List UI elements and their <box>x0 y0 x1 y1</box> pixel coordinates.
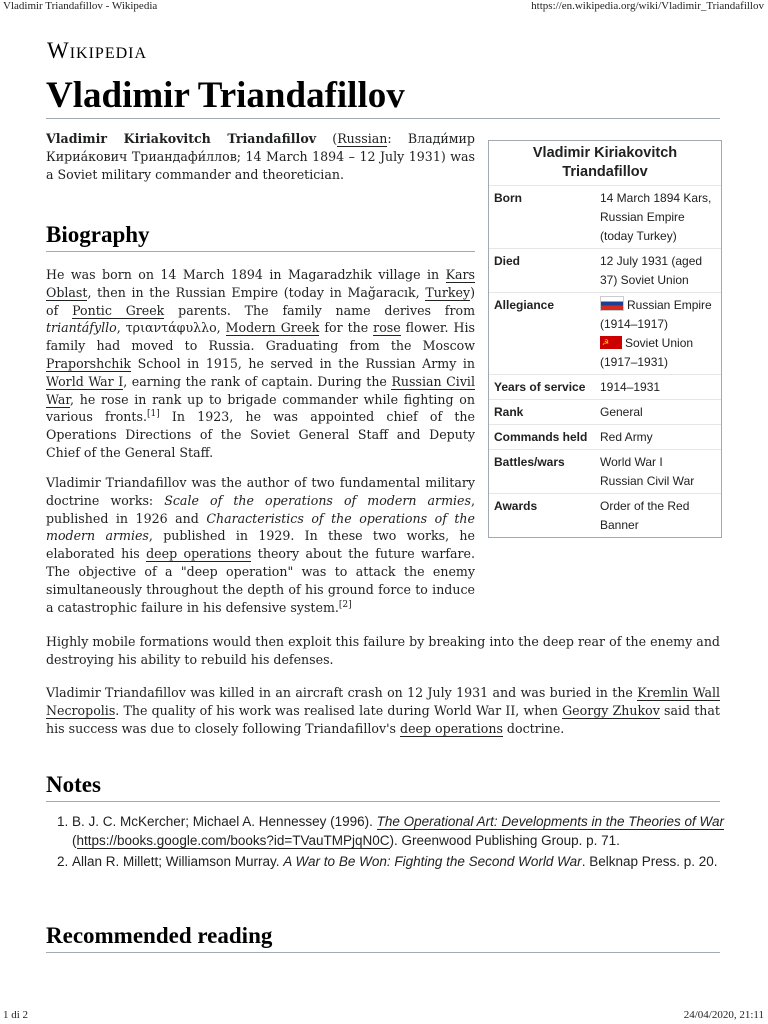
intro-paragraph: Vladimir Kiriakovitch Triandafillov (Russian: Влади́мир Кириа́кович Триандафи́ллов; 14 March 1894 – 12 July 1931) was a Soviet military commander and theoretician. <box>46 131 475 182</box>
infobox-value: Russian Empire (1914–1917) ☭Soviet Union (1917–1931) <box>595 293 721 375</box>
section-heading-recommended-reading: Recommended reading <box>46 923 273 948</box>
subject-name: Vladimir Kiriakovitch Triandafillov <box>46 131 317 146</box>
infobox-row-awards <box>489 494 721 538</box>
infobox-row-battles <box>489 450 721 494</box>
infobox-label: Awards <box>489 494 595 538</box>
infobox-label: Years of service <box>489 375 595 400</box>
page-title: Vladimir Triandafillov <box>46 75 405 116</box>
rose-link[interactable]: rose <box>373 320 401 336</box>
pontic-greek-link[interactable]: Pontic Greek <box>72 302 165 318</box>
soviet-union-flag-icon[interactable] <box>600 336 622 349</box>
book-title-2: Characteristics of the operations of the modern armies <box>46 510 475 544</box>
infobox-row-rank <box>489 400 721 425</box>
biography-paragraph-2a: Vladimir Triandafillov was the author of two fundamental military doctrine works: Scale of the operations of modern armies, published in 1926 and Characteristics of the operations of the modern armies, published in 1929. In these two works, he elaborated his deep operations theory about the future warfare. The objective of a "deep operation" was to attack the enemy simultaneously throughout the depth of his ground force to induce a catastrophic failure in his defensive system.[2] <box>46 475 475 615</box>
infobox-value: 14 March 1894 Kars, Russian Empire (today Turkey) <box>595 186 721 249</box>
infobox-label: Rank <box>489 400 595 425</box>
turkey-link[interactable]: Turkey <box>425 284 471 300</box>
battle-link[interactable]: World War I <box>600 455 663 469</box>
book-link[interactable]: The Operational Art: Developments in the Theories of War <box>376 814 725 829</box>
infobox-title: Vladimir Kiriakovitch Triandafillov <box>532 145 678 180</box>
biography-paragraph-1: He was born on 14 March 1894 in Magaradzhik village in Kars Oblast, then in the Russian Empire (today in Mağaracık, Turkey) of Pontic Greek parents. The family name derives from triantáfyllo, τριαντάφυλλο, Modern Greek for the rose flower. His family had moved to Russia. Graduating from the Moscow Praporshchik School in 1915, he served in the Russian Army in World War I, earning the rank of captain. During the Russian Civil War, he rose in rank up to brigade commander while fighting on various fronts.[1] In 1923, he was appointed chief of the Operations Directions of the Soviet General Staff and Deputy Chief of the General Staff. <box>46 267 476 460</box>
infobox-label: Battles/wars <box>489 450 595 494</box>
infobox-value[interactable]: General <box>595 400 721 425</box>
kremlin-wall-necropolis-link[interactable]: Kremlin Wall Necropolis <box>46 685 721 718</box>
reference-1[interactable]: [1] <box>146 409 160 420</box>
reference-2[interactable]: [2] <box>338 599 352 610</box>
infobox-row-service <box>489 375 721 400</box>
notes-list <box>46 813 748 875</box>
world-war-i-link[interactable]: World War I <box>46 373 124 389</box>
praporshchik-link[interactable]: Praporshchik <box>46 355 132 371</box>
infobox-table <box>489 185 721 537</box>
infobox-value <box>595 450 721 494</box>
infobox-label: Commands held <box>489 425 595 450</box>
external-url-link[interactable]: https://books.google.com/books?id=TVauTMPjqN0C <box>76 832 390 848</box>
infobox-row-allegiance <box>489 293 721 375</box>
wikipedia-wordmark[interactable]: Wikipedia <box>47 38 148 63</box>
section-divider <box>46 952 720 953</box>
infobox-value[interactable]: Order of the Red Banner <box>595 494 721 538</box>
book-title-1: Scale of the operations of modern armies <box>164 492 471 508</box>
infobox-label: Died <box>489 249 595 293</box>
infobox-value[interactable]: Red Army <box>595 425 721 450</box>
section-divider <box>46 251 475 252</box>
browser-page-title: Vladimir Triandafillov - Wikipedia <box>3 0 158 12</box>
modern-greek-link[interactable]: Modern Greek <box>225 320 320 336</box>
infobox-label: Allegiance <box>489 293 595 375</box>
browser-url: https://en.wikipedia.org/wiki/Vladimir_Triandafillov <box>531 0 764 12</box>
infobox-value: 1914–1931 <box>595 375 721 400</box>
note-item: 1. B. J. C. McKercher; Michael A. Hennessey (1996). The Operational Art: Developments in the Theories of War (https://books.google.com/books?id=TVauTMPjqN0C). Greenwood Publishing Group. p. 71. <box>72 813 748 850</box>
deep-operations-link[interactable]: deep operations <box>146 546 252 562</box>
deep-operations-link[interactable]: deep operations <box>400 720 503 736</box>
infobox-row-born <box>489 186 721 249</box>
russian-civil-war-link[interactable]: Russian Civil War <box>46 373 475 407</box>
biography-paragraph-2b: Highly mobile formations would then exploit this failure by breaking into the deep rear of the enemy and destroying his ability to rebuild his defenses. <box>46 634 720 667</box>
infobox-value: 12 July 1931 (aged 37) Soviet Union <box>595 249 721 293</box>
kars-oblast-link[interactable]: Kars Oblast <box>46 267 475 300</box>
battle-link[interactable]: Russian Civil War <box>600 474 695 488</box>
section-heading-biography: Biography <box>46 222 150 247</box>
russian-empire-flag-icon[interactable] <box>600 296 624 311</box>
book-title: A War to Be Won: Fighting the Second World War <box>283 854 582 869</box>
infobox-label: Born <box>489 186 595 249</box>
note-item: 2. Allan R. Millett; Williamson Murray. A War to Be Won: Fighting the Second World War. Belknap Press. p. 20. <box>72 853 748 872</box>
print-timestamp: 24/04/2020, 21:11 <box>683 1009 764 1021</box>
russian-language-link[interactable]: Russian <box>337 131 388 146</box>
section-heading-notes: Notes <box>46 772 101 797</box>
page-number: 1 di 2 <box>3 1009 29 1021</box>
section-divider <box>46 801 720 802</box>
infobox-row-commands <box>489 425 721 450</box>
infobox-row-died <box>489 249 721 293</box>
georgy-zhukov-link[interactable]: Georgy Zhukov <box>562 702 660 718</box>
title-divider <box>46 118 720 119</box>
biography-paragraph-3: Vladimir Triandafillov was killed in an aircraft crash on 12 July 1931 and was buried in the Kremlin Wall Necropolis. The quality of his work was realised late during World War II, when Georgy Zhukov said that his success was due to closely following Triandafillov's deep operations doctrine. <box>46 685 721 736</box>
infobox <box>488 140 722 538</box>
